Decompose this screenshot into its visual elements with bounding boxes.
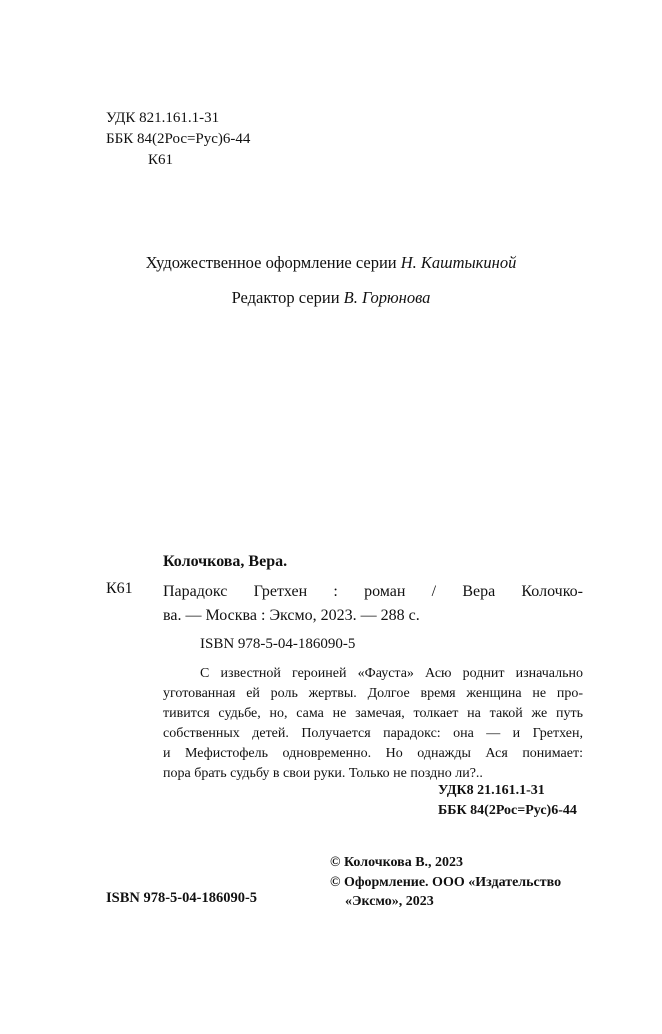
- designer-name: Н. Каштыкиной: [400, 253, 517, 272]
- copyright-block: [330, 853, 561, 912]
- annotation: [163, 664, 583, 784]
- editor-credit-prefix: Редактор серии: [231, 288, 344, 307]
- annotation-line: тивится судьбе, но, сама не замечая, толкает на такой же путь: [163, 706, 583, 721]
- bibliographic-record: [163, 580, 583, 628]
- annotation-line: С известной героиней «Фауста» Асю роднит изначально: [200, 666, 583, 681]
- udk-code: УДК 821.161.1-31: [106, 110, 220, 126]
- annotation-line: собственных детей. Получается парадокс: она — и Гретхен,: [163, 726, 583, 741]
- editor-credit: [0, 288, 662, 308]
- udk-code-footer: УДК8 21.161.1-31: [438, 783, 545, 798]
- classification-codes-footer: [438, 781, 577, 821]
- author-heading: Колочкова, Вера.: [163, 553, 288, 570]
- annotation-line: уготованная ей роль жертвы. Долгое время женщина не про-: [163, 686, 583, 701]
- editor-name: В. Горюнова: [343, 288, 431, 307]
- design-credit: [0, 253, 662, 273]
- copyright-publisher: «Эксмо», 2023: [345, 894, 434, 909]
- copyright-design: © Оформление. ООО «Издательство: [330, 874, 562, 890]
- biblio-line: Парадокс Гретхен : роман / Вера Колочко-: [163, 583, 583, 600]
- author-mark: К61: [148, 152, 174, 168]
- biblio-line: ва. — Москва : Эксмо, 2023. — 288 с.: [163, 607, 420, 624]
- isbn-record: ISBN 978-5-04-186090-5: [200, 636, 356, 652]
- author-mark-left: К61: [106, 580, 133, 597]
- isbn-footer: ISBN 978-5-04-186090-5: [106, 890, 258, 906]
- bbk-code-footer: ББК 84(2Рос=Рус)6-44: [438, 803, 577, 818]
- annotation-line: пора брать судьбу в свои руки. Только не поздно ли?..: [163, 766, 483, 781]
- design-credit-prefix: Художественное оформление серии: [145, 253, 401, 272]
- copyright-author: © Колочкова В., 2023: [330, 855, 464, 870]
- bbk-code: ББК 84(2Рос=Рус)6-44: [106, 131, 251, 147]
- classification-codes-header: [106, 108, 250, 171]
- annotation-line: и Мефистофель одновременно. Но однажды Ася понимает:: [163, 746, 583, 761]
